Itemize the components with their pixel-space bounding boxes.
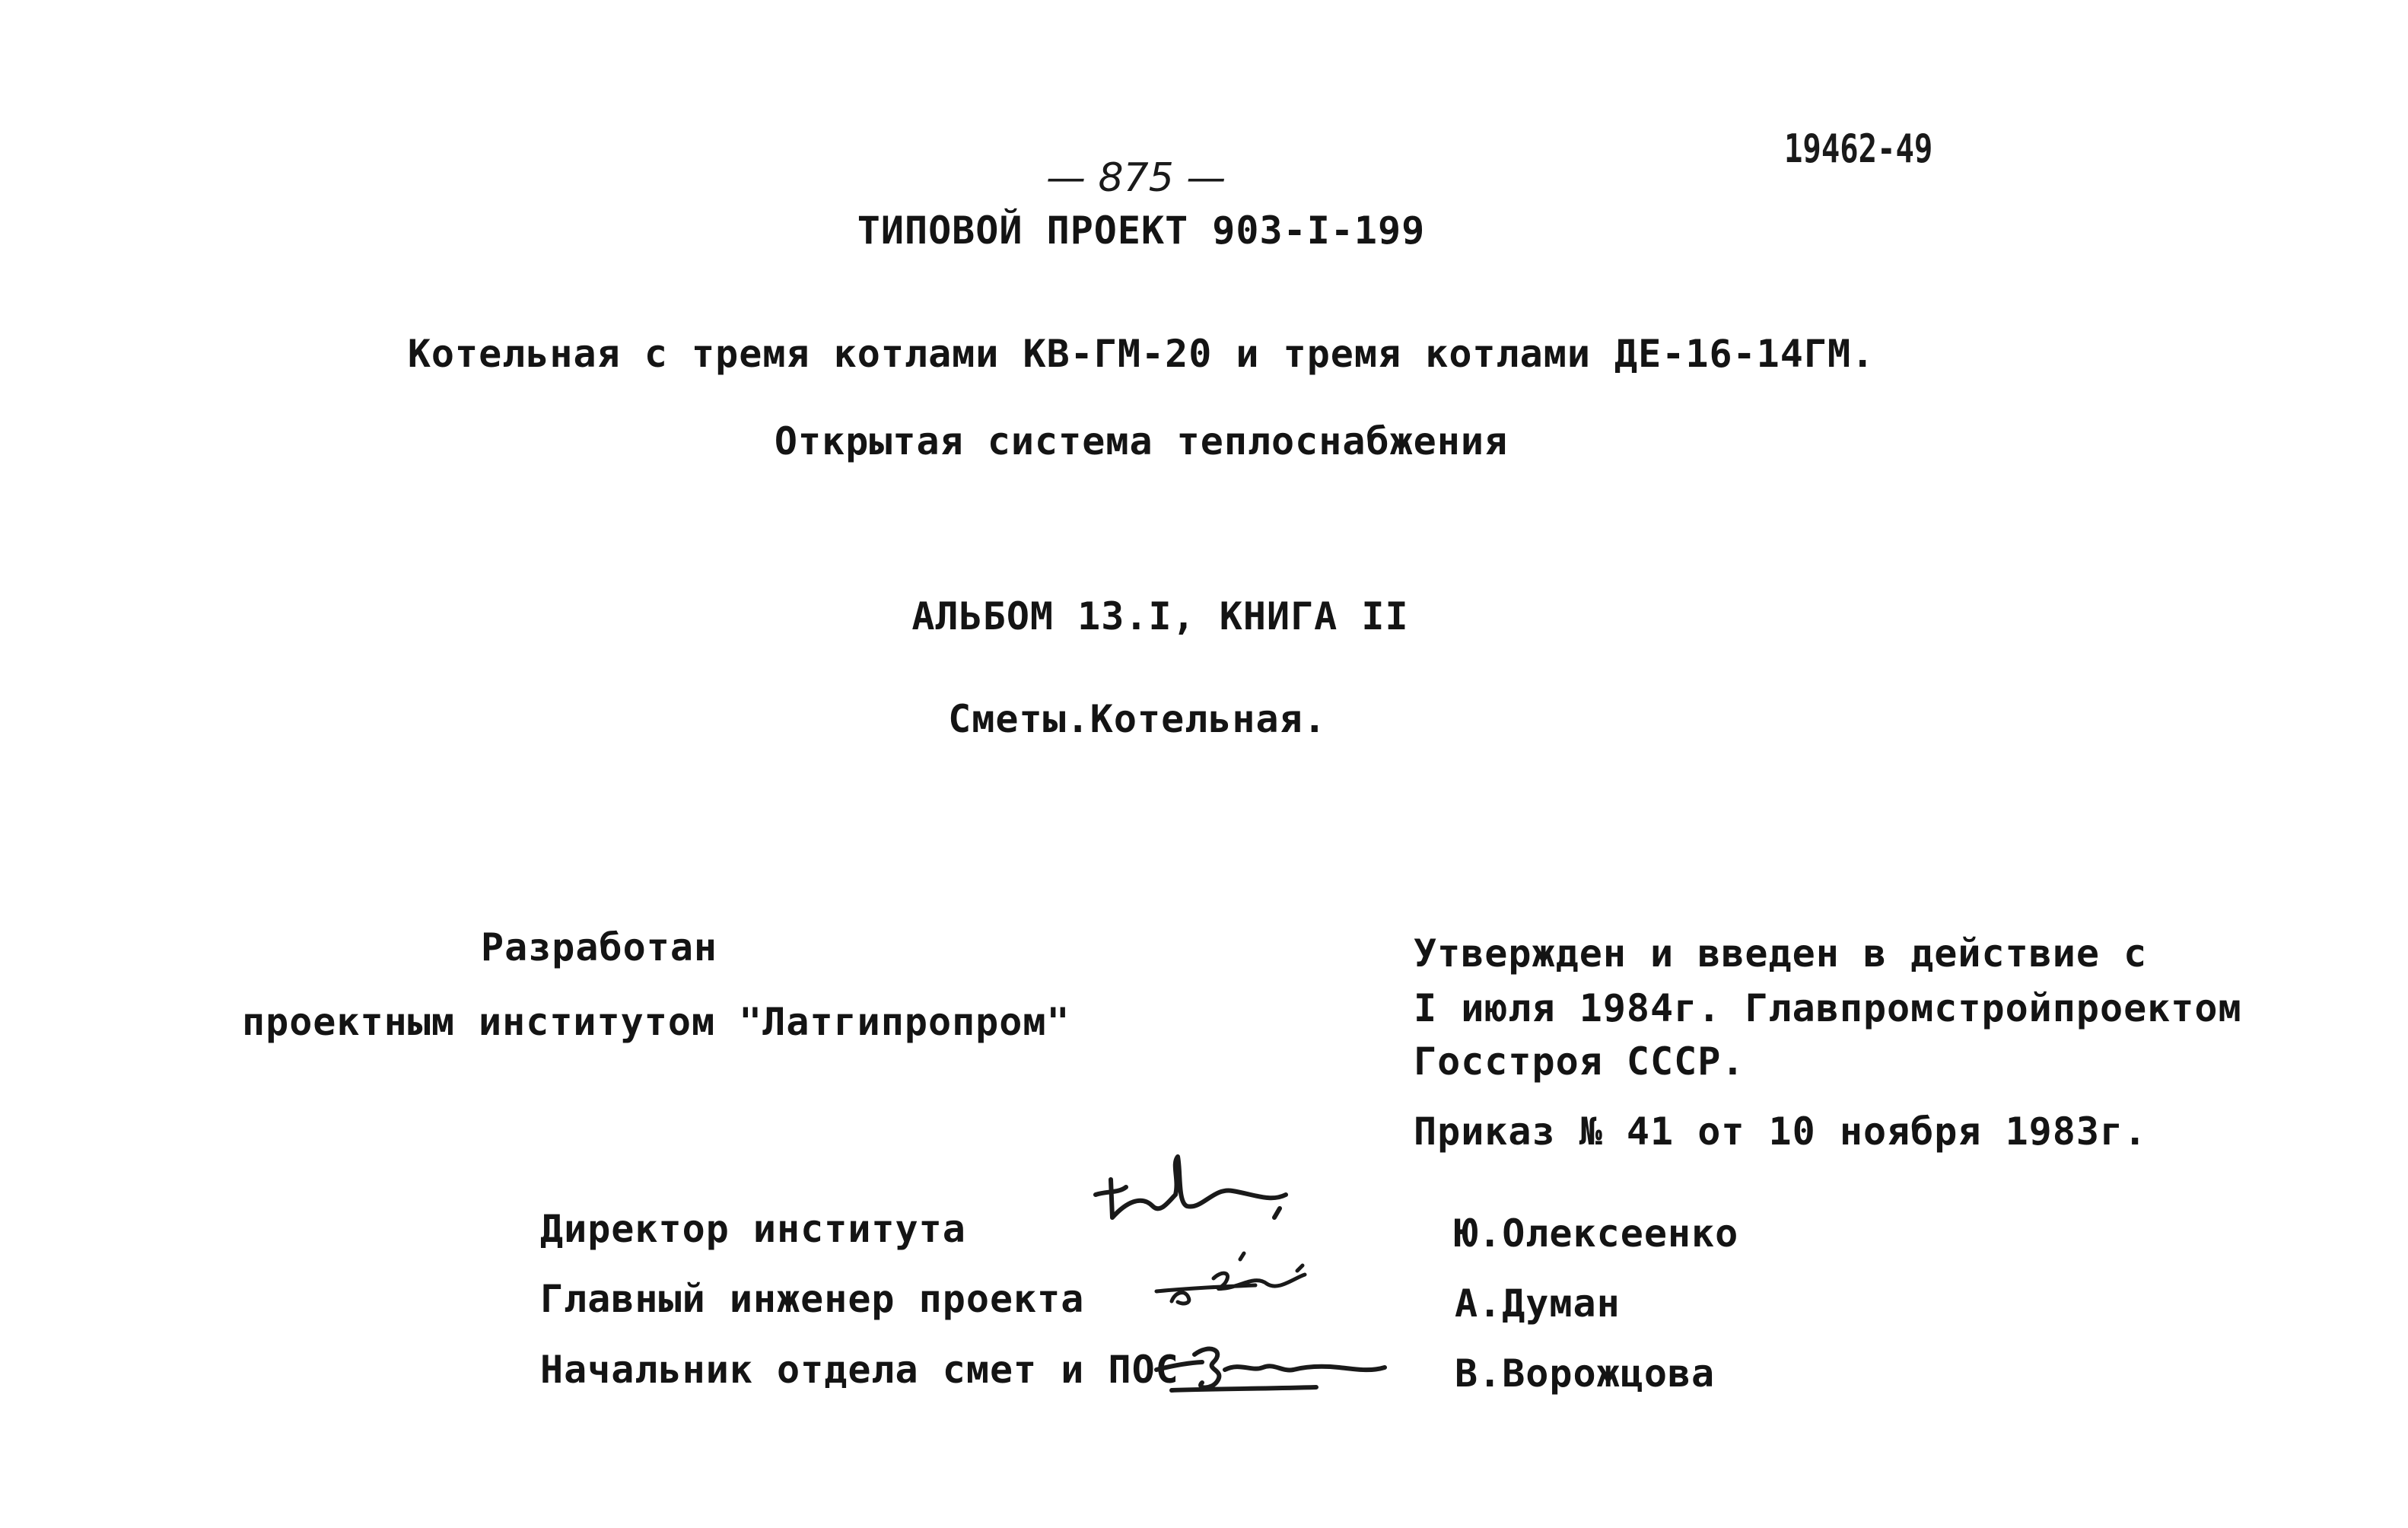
signatory-name-estimates-head: В.Ворожцова	[1455, 1351, 1716, 1396]
developer-label: Разработан	[481, 925, 718, 969]
sheet-number: — 875 —	[1046, 155, 1226, 201]
album-title: АЛЬБОМ 13.I, КНИГА II	[911, 594, 1409, 638]
signature-estimates-head	[1141, 1328, 1400, 1400]
signature-director	[1080, 1149, 1301, 1248]
approval-line-2: I июля 1984г. Главпромстройпроектом	[1414, 986, 2242, 1030]
signatory-name-chief-engineer: А.Думан	[1455, 1281, 1621, 1326]
approval-line-3: Госстроя СССР.	[1414, 1039, 1745, 1084]
signatory-name-director: Ю.Олексеенко	[1455, 1211, 1739, 1256]
signatory-role-chief-engineer: Главный инженер проекта	[540, 1277, 1085, 1321]
description-line-1: Котельная с тремя котлами КВ-ГМ-20 и тремя котлами ДЕ-16-14ГМ.	[407, 332, 1875, 376]
signature-chief-engineer	[1141, 1244, 1331, 1313]
signatory-role-director: Директор института	[540, 1207, 966, 1251]
developer-institute: проектным институтом "Латгипропром"	[242, 1000, 1070, 1044]
project-title: ТИПОВОЙ ПРОЕКТ 903-I-199	[857, 209, 1426, 253]
description-line-2: Открытая система теплоснабжения	[774, 419, 1509, 463]
signatory-role-estimates-head: Начальник отдела смет и ПОС	[540, 1348, 1179, 1392]
approval-line-1: Утвержден и введен в действие с	[1414, 931, 2148, 976]
archive-number: 19462-49	[1784, 126, 1933, 172]
approval-order: Приказ № 41 от 10 ноября 1983г.	[1414, 1109, 2148, 1154]
album-subtitle: Сметы.Котельная.	[948, 697, 1327, 741]
